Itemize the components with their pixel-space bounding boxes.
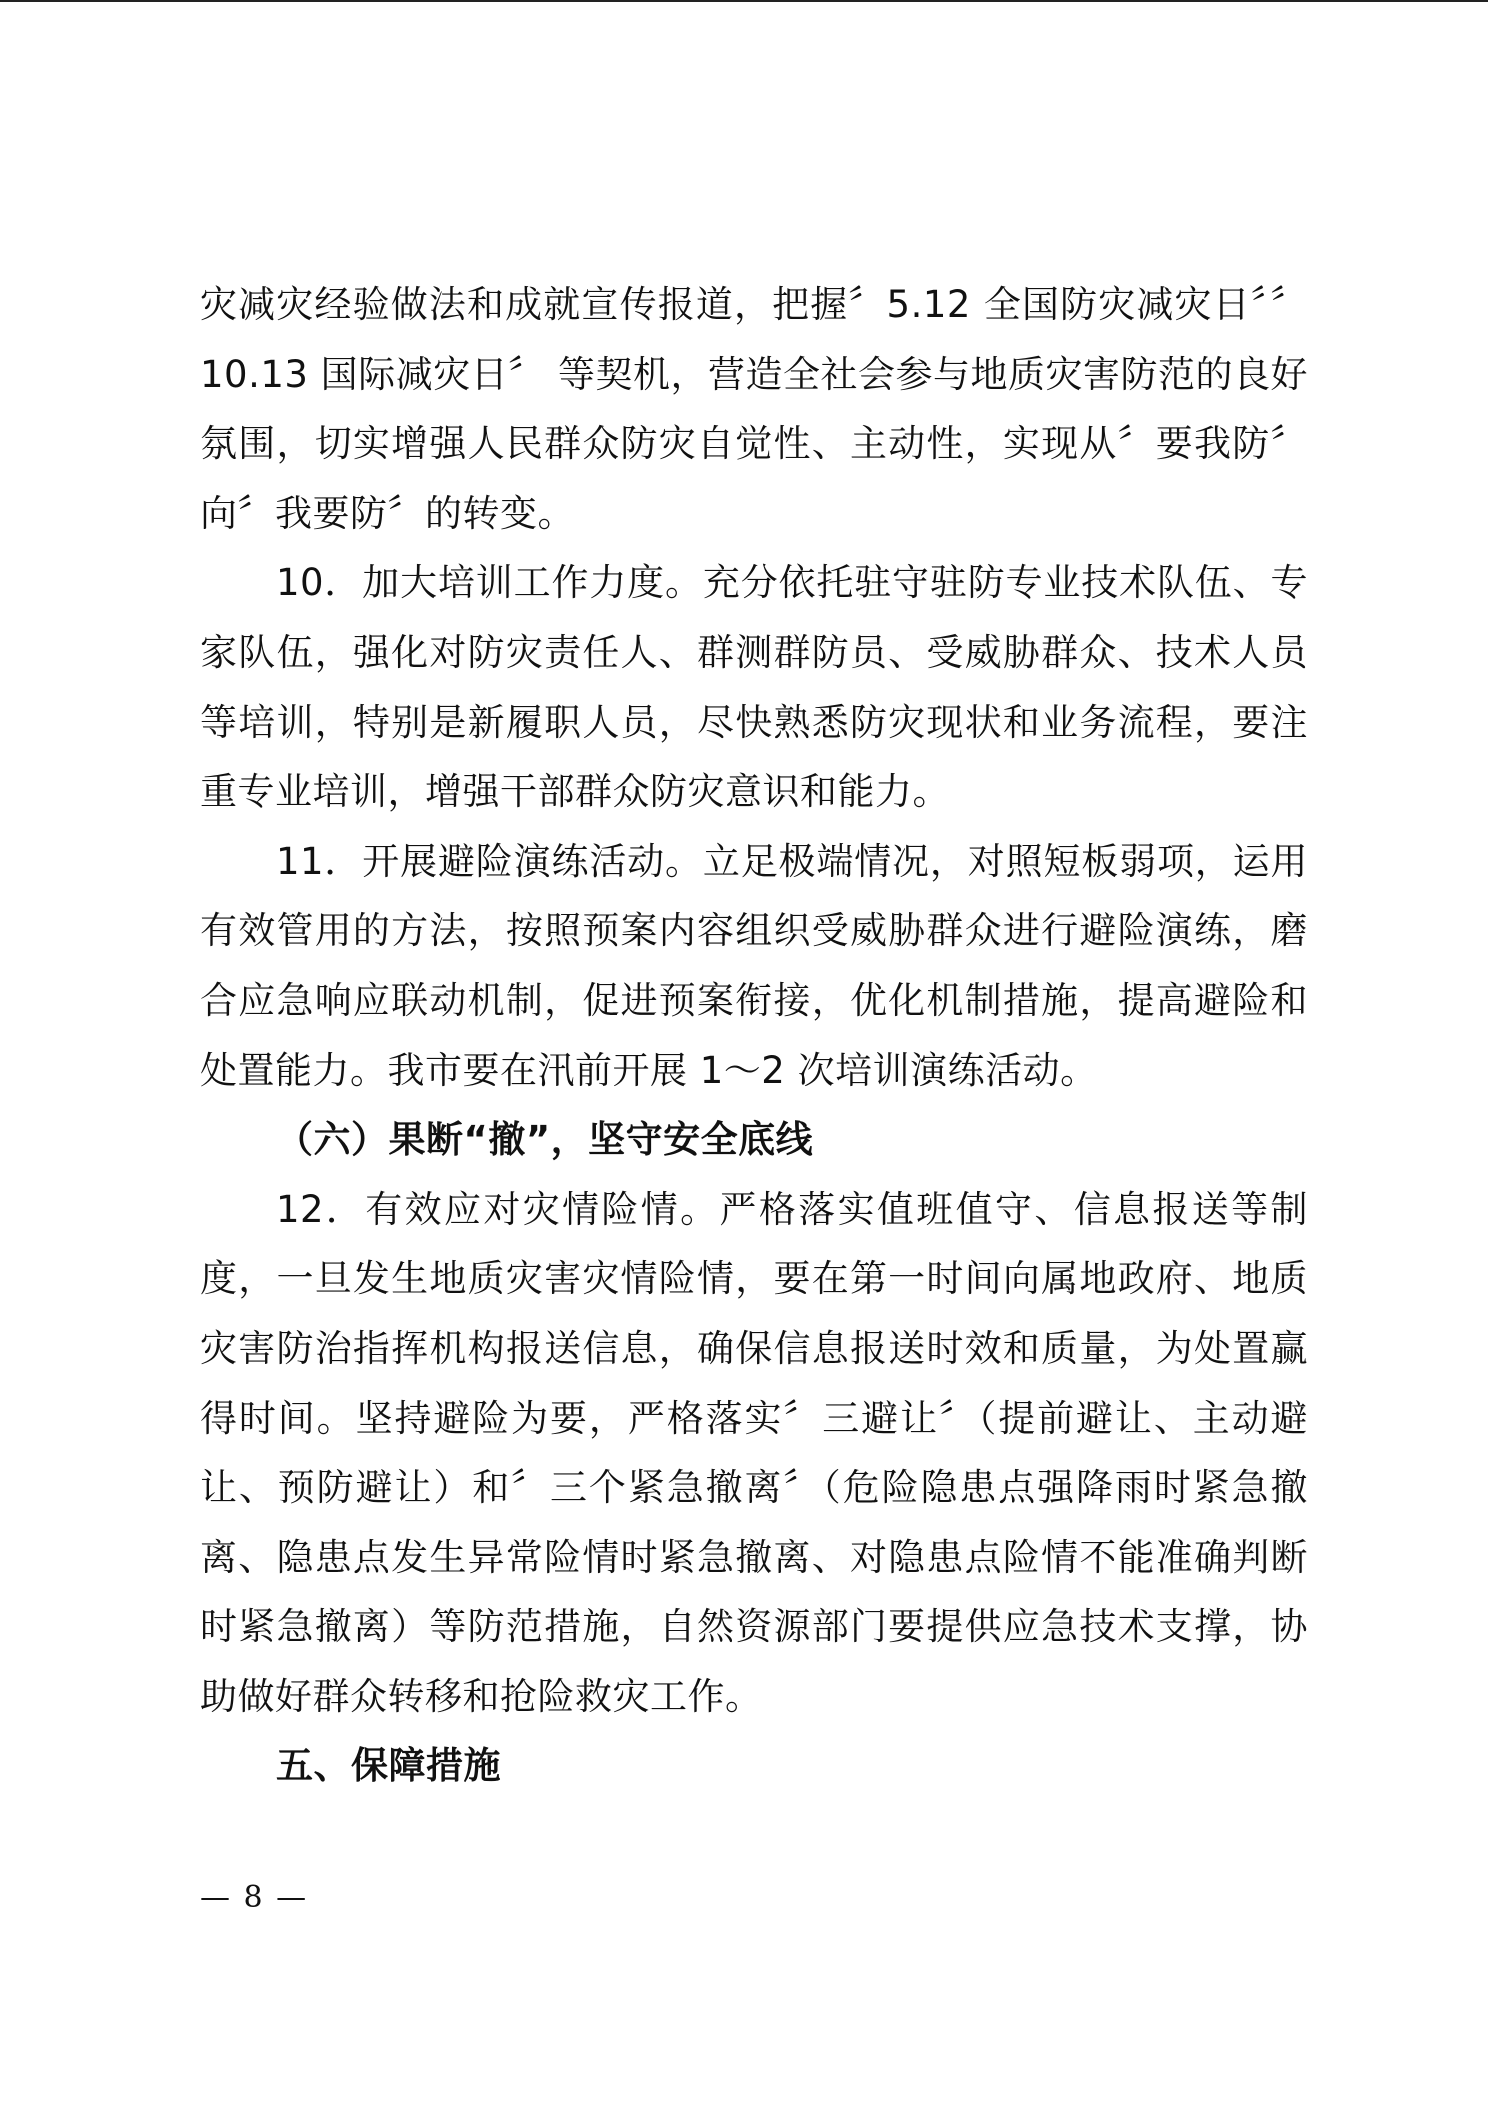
paragraph-training: 10．加大培训工作力度。充分依托驻守驻防专业技术队伍、专家队伍，强化对防灾责任人、群测群防员、受威胁群众、技术人员等培训，特别是新履职人员，尽快熟悉防灾现状和业务流程，要注重专业培训，增强干部群众防灾意识和能力。 [200, 561, 1308, 814]
paragraph-continuation: 灾减灾经验做法和成就宣传报道，把握〞5.12 全国防灾减灾日〞〞10.13 国际减灾日〞 等契机，营造全社会参与地质灾害防范的良好氛围，切实增强人民群众防灾自觉性、主动性，实现从〞要我防〞向〞我要防〞的转变。 [200, 283, 1308, 535]
subheading-evacuate: （六）果断“撤”，坚守安全底线 [276, 1118, 814, 1162]
document-body [200, 270, 1308, 1801]
paragraph-disaster-response: 12．有效应对灾情险情。严格落实值班值守、信息报送等制度，一旦发生地质灾害灾情险情，要在第一时间向属地政府、地质灾害防治指挥机构报送信息，确保信息报送时效和质量，为处置赢得时间。坚持避险为要，严格落实〞三避让〞（提前避让、主动避让、预防避让）和〞三个紧急撤离〞（危险隐患点强降雨时紧急撤离、隐患点发生异常险情时紧急撤离、对隐患点险情不能准确判断时紧急撤离）等防范措施，自然资源部门要提供应急技术支撑，协助做好群众转移和抢险救灾工作。 [200, 1187, 1308, 1718]
top-border-line [0, 0, 1488, 2]
page-number: — 8 — [200, 1880, 309, 1915]
section-heading-safeguards: 五、保障措施 [276, 1744, 501, 1788]
paragraph-drills: 11．开展避险演练活动。立足极端情况，对照短板弱项，运用有效管用的方法，按照预案内容组织受威胁群众进行避险演练，磨合应急响应联动机制，促进预案衔接，优化机制措施，提高避险和处置能力。我市要在汛前开展 1～2 次培训演练活动。 [200, 839, 1308, 1092]
